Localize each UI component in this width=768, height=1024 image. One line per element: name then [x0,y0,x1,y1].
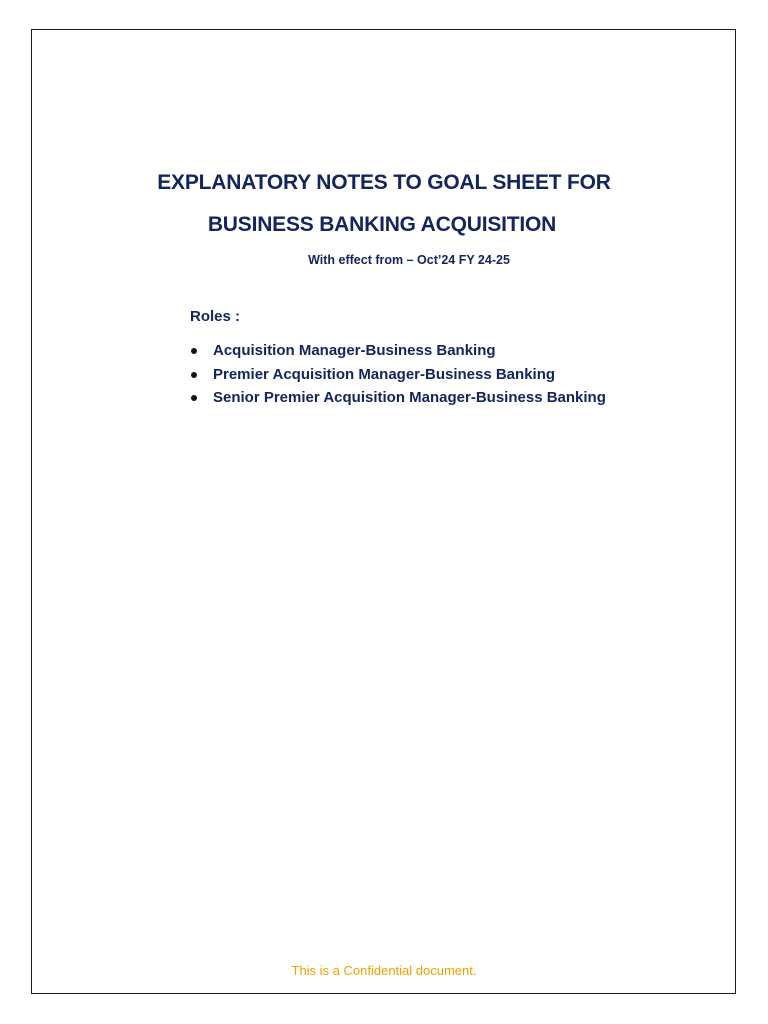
role-item [190,340,606,364]
role-label: Acquisition Manager-Business Banking [213,342,496,359]
document-title-line-1: EXPLANATORY NOTES TO GOAL SHEET FOR [157,171,611,194]
confidential-notice: This is a Confidential document. [291,963,477,978]
role-label: Senior Premier Acquisition Manager-Business Banking [213,389,606,406]
effective-date: With effect from – Oct’24 FY 24-25 [308,253,510,267]
bullet-icon [191,395,197,401]
roles-heading: Roles : [190,308,241,325]
roles-list [190,340,606,411]
document-title-line-2: BUSINESS BANKING ACQUISITION [207,213,557,236]
bullet-icon [191,372,197,378]
role-label: Premier Acquisition Manager-Business Banking [213,365,556,383]
role-item [190,364,606,388]
role-item [190,387,606,411]
bullet-icon [191,348,197,354]
